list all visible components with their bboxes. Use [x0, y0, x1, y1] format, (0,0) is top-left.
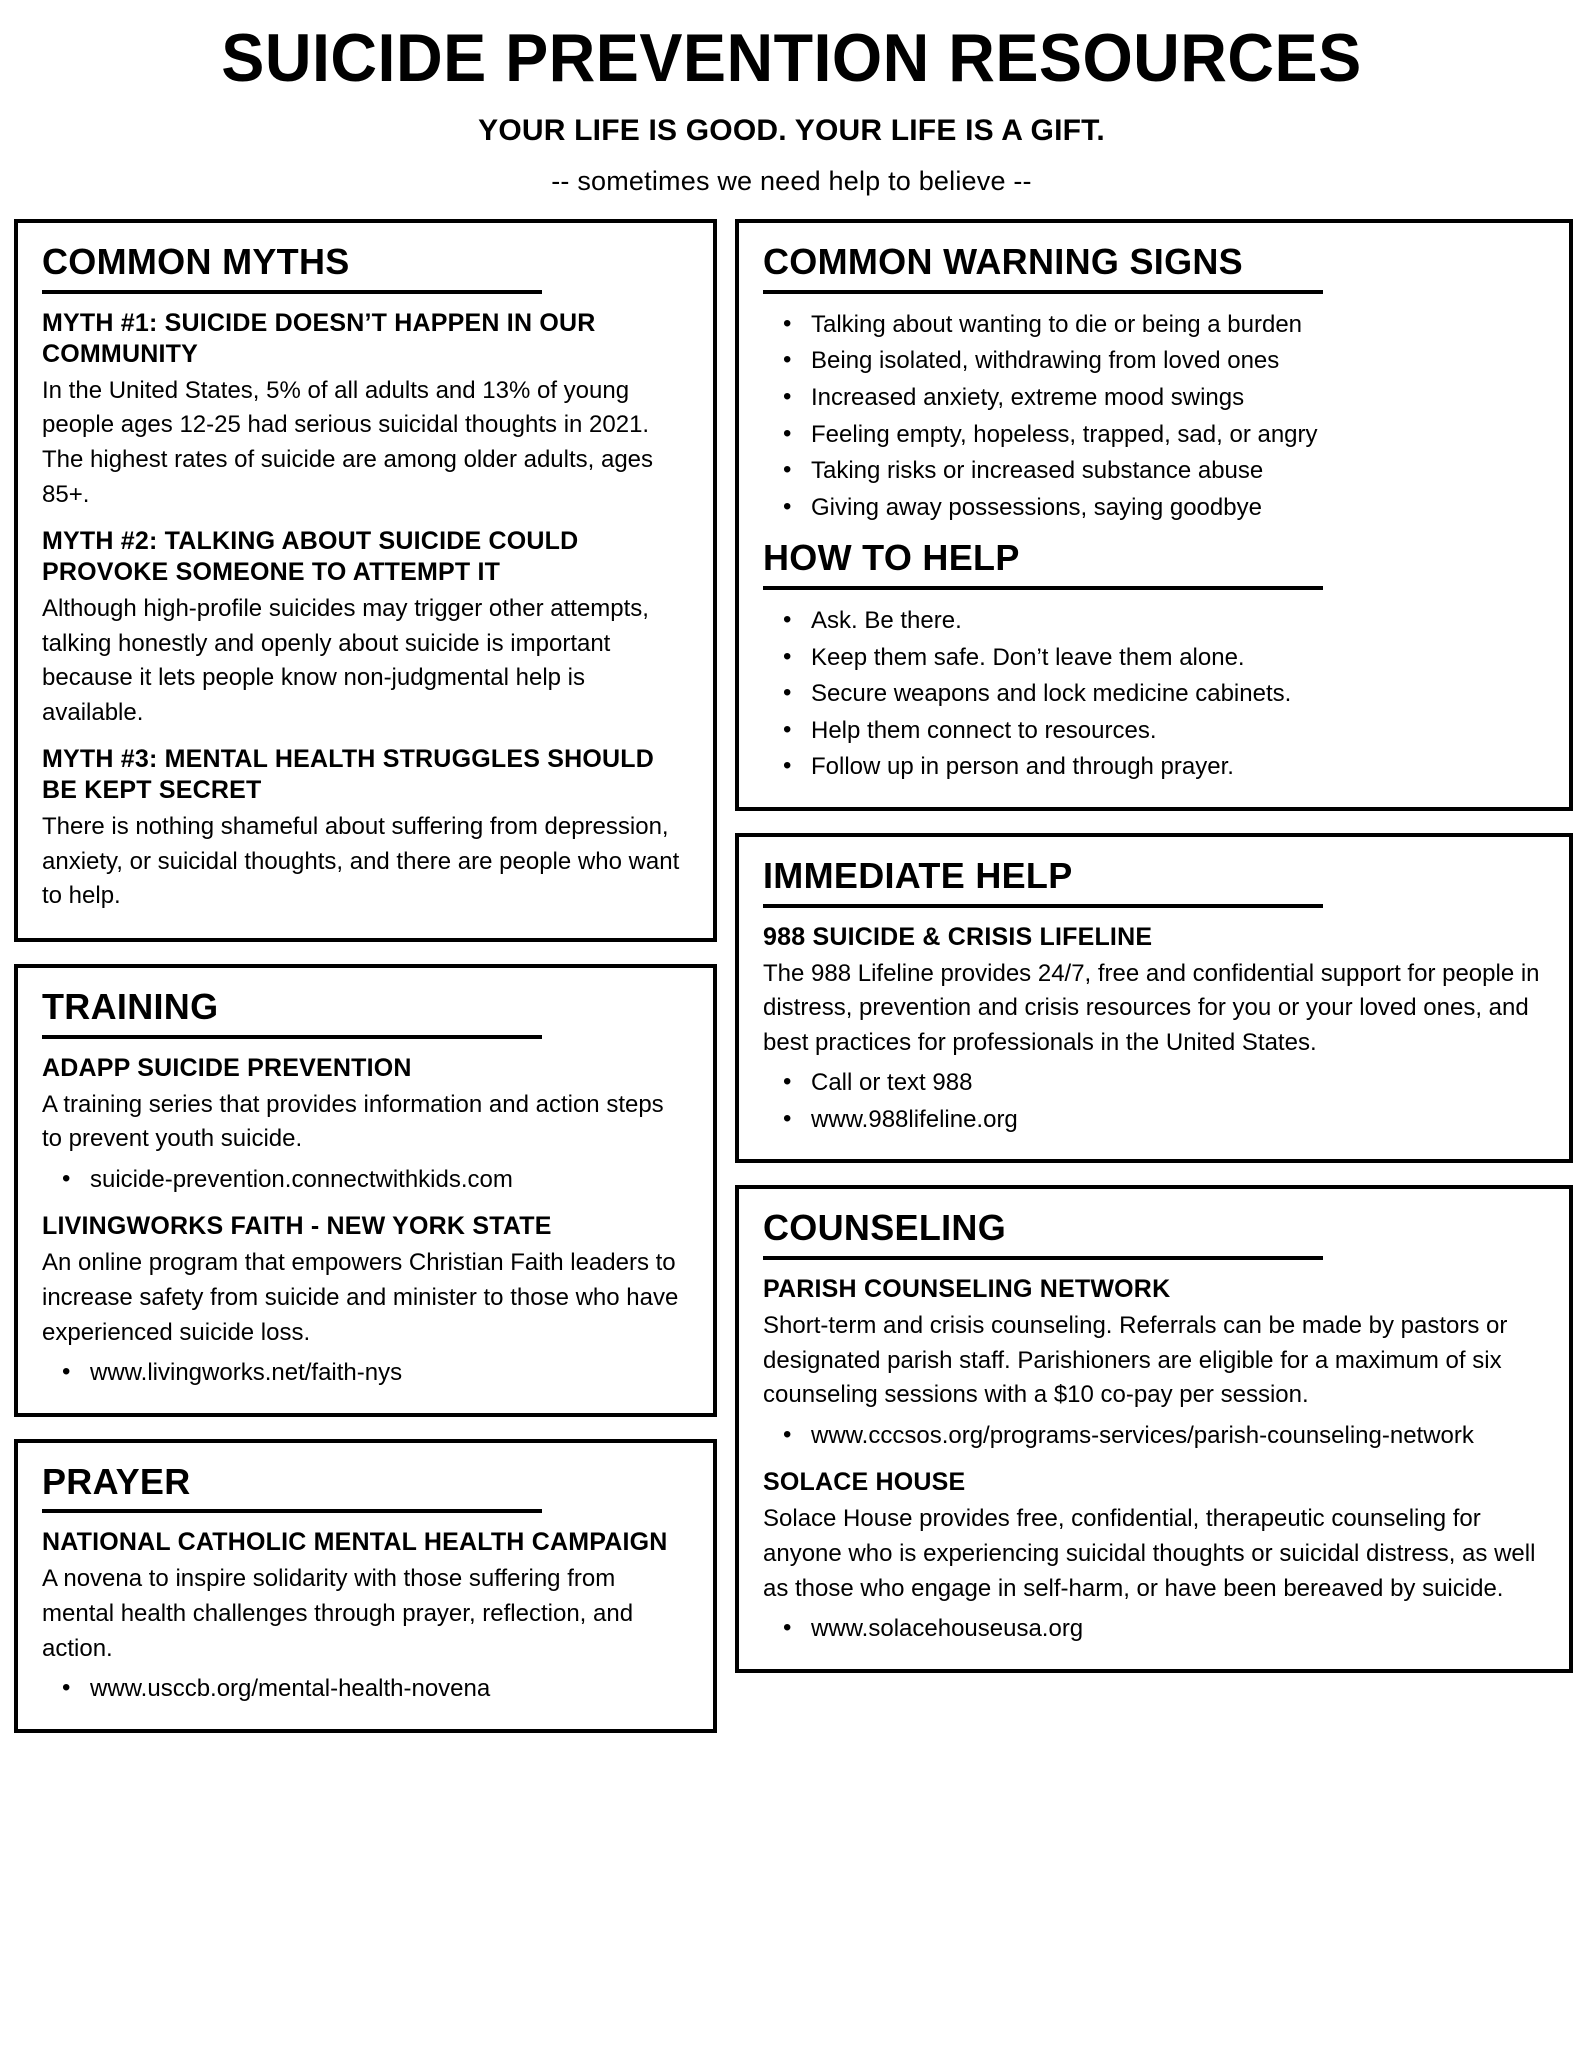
entry-title-adapp: ADAPP SUICIDE PREVENTION	[42, 1053, 412, 1082]
list-item: • Ask. Be there.	[807, 604, 1545, 639]
entry-body-988-lifeline: The 988 Lifeline provides 24/7, free and confidential support for people in distress, prevention and crisis resources for you or your loved ones, and best practices for professionals in the United States.	[763, 959, 1540, 1056]
section-divider	[763, 586, 1323, 590]
entry-title-988-lifeline: 988 SUICIDE & CRISIS LIFELINE	[763, 922, 1153, 951]
link-list-parish-counseling-network	[763, 1419, 1545, 1454]
entry-title-myth-2: MYTH #2: TALKING ABOUT SUICIDE COULD PROVOKE SOMEONE TO ATTEMPT IT	[42, 527, 579, 587]
link-list-adapp	[42, 1163, 689, 1198]
entry-body-myth-2: Although high-profile suicides may trigger other attempts, talking honestly and openly about suicide is important because it lets people know non-judgmental help is available.	[42, 595, 649, 726]
entry-body-solace-house: Solace House provides free, confidential, therapeutic counseling for anyone who is experiencing suicidal thoughts or suicidal distress, as well as those who engage in self-harm, or have been bereaved by suicide.	[763, 1505, 1536, 1602]
section-title-training: TRAINING	[42, 985, 219, 1027]
entry-body-livingworks: An online program that empowers Christian Faith leaders to increase safety from suicide and minister to those who have experienced suicide loss.	[42, 1249, 679, 1346]
card-immediate-help	[735, 833, 1573, 1164]
section-title-common-myths: COMMON MYTHS	[42, 241, 350, 282]
section-title-immediate-help: IMMEDIATE HELP	[763, 854, 1073, 896]
entry-body-myth-1: In the United States, 5% of all adults and 13% of young people ages 12-25 had serious suicidal thoughts in 2021. The highest rates of suicide are among older adults, ages 85+.	[42, 376, 654, 508]
entry-body-parish-counseling-network: Short-term and crisis counseling. Referrals can be made by pastors or designated parish staff. Parishioners are eligible for a maximum of six counseling sessions with a $10 co-pay per session.	[763, 1312, 1508, 1409]
entry-title-solace-house: SOLACE HOUSE	[763, 1468, 966, 1497]
list-item-link[interactable]: • suicide-prevention.connectwithkids.com	[86, 1163, 689, 1198]
entry-title-myth-3: MYTH #3: MENTAL HEALTH STRUGGLES SHOULD BE KEPT SECRET	[42, 745, 654, 805]
list-item: • Talking about wanting to die or being a burden	[807, 308, 1545, 343]
entry-body-ncmhc: A novena to inspire solidarity with those suffering from mental health challenges through prayer, reflection, and action.	[42, 1565, 634, 1662]
list-item-link[interactable]: • www.cccsos.org/programs-services/parish-counseling-network	[807, 1419, 1545, 1454]
section-divider	[763, 1256, 1323, 1260]
card-warning-signs-and-help	[735, 219, 1573, 811]
card-counseling	[735, 1185, 1573, 1672]
link-list-livingworks	[42, 1356, 689, 1391]
right-column	[735, 219, 1573, 1673]
card-training	[14, 964, 717, 1417]
section-title-counseling: COUNSELING	[763, 1207, 1007, 1249]
section-divider	[763, 290, 1323, 294]
list-item: • Giving away possessions, saying goodbye	[807, 491, 1545, 526]
card-prayer	[14, 1439, 717, 1733]
entry-title-parish-counseling-network: PARISH COUNSELING NETWORK	[763, 1275, 1171, 1304]
list-item-link[interactable]: • www.usccb.org/mental-health-novena	[86, 1672, 689, 1707]
card-common-myths	[14, 219, 717, 942]
list-item-link[interactable]: • www.solacehouseusa.org	[807, 1612, 1545, 1647]
link-list-ncmhc	[42, 1672, 689, 1707]
list-how-to-help	[763, 604, 1545, 785]
section-divider	[42, 290, 542, 294]
list-item: • Help them connect to resources.	[807, 714, 1545, 749]
poster-header	[14, 0, 1569, 197]
page-subtitle: YOUR LIFE IS GOOD. YOUR LIFE IS A GIFT.	[478, 114, 1105, 147]
entry-title-myth-1: MYTH #1: SUICIDE DOESN’T HAPPEN IN OUR COMMUNITY	[42, 308, 596, 368]
section-divider	[42, 1035, 542, 1039]
content-columns	[14, 219, 1569, 1733]
entry-body-adapp: A training series that provides information and action steps to prevent youth suicide.	[42, 1090, 664, 1153]
list-item: • Secure weapons and lock medicine cabinets.	[807, 677, 1545, 712]
link-list-solace-house	[763, 1612, 1545, 1647]
list-item: • Feeling empty, hopeless, trapped, sad, or angry	[807, 418, 1545, 453]
entry-body-myth-3: There is nothing shameful about suffering from depression, anxiety, or suicidal thoughts, and there are people who want to help.	[42, 813, 680, 910]
section-title-warning-signs: COMMON WARNING SIGNS	[763, 241, 1243, 282]
list-warning-signs	[763, 308, 1545, 525]
list-item: • Keep them safe. Don’t leave them alone.	[807, 641, 1545, 676]
entry-title-ncmhc: NATIONAL CATHOLIC MENTAL HEALTH CAMPAIGN	[42, 1528, 668, 1557]
list-item-contact[interactable]: • Call or text 988	[807, 1066, 1545, 1101]
list-item-link[interactable]: • www.livingworks.net/faith-nys	[86, 1356, 689, 1391]
left-column	[14, 219, 717, 1733]
section-title-how-to-help: HOW TO HELP	[763, 537, 1020, 579]
list-item: • Increased anxiety, extreme mood swings	[807, 381, 1545, 416]
page-tagline: -- sometimes we need help to believe --	[551, 166, 1032, 196]
link-list-988-lifeline	[763, 1066, 1545, 1137]
list-item: • Follow up in person and through prayer.	[807, 750, 1545, 785]
section-divider	[42, 1509, 542, 1513]
list-item-link[interactable]: • www.988lifeline.org	[807, 1103, 1545, 1138]
section-divider	[763, 904, 1323, 908]
entry-title-livingworks: LIVINGWORKS FAITH - NEW YORK STATE	[42, 1212, 552, 1241]
list-item: • Taking risks or increased substance abuse	[807, 454, 1545, 489]
section-title-prayer: PRAYER	[42, 1460, 191, 1502]
list-item: • Being isolated, withdrawing from loved ones	[807, 344, 1545, 379]
page-title: SUICIDE PREVENTION RESOURCES	[221, 20, 1362, 96]
